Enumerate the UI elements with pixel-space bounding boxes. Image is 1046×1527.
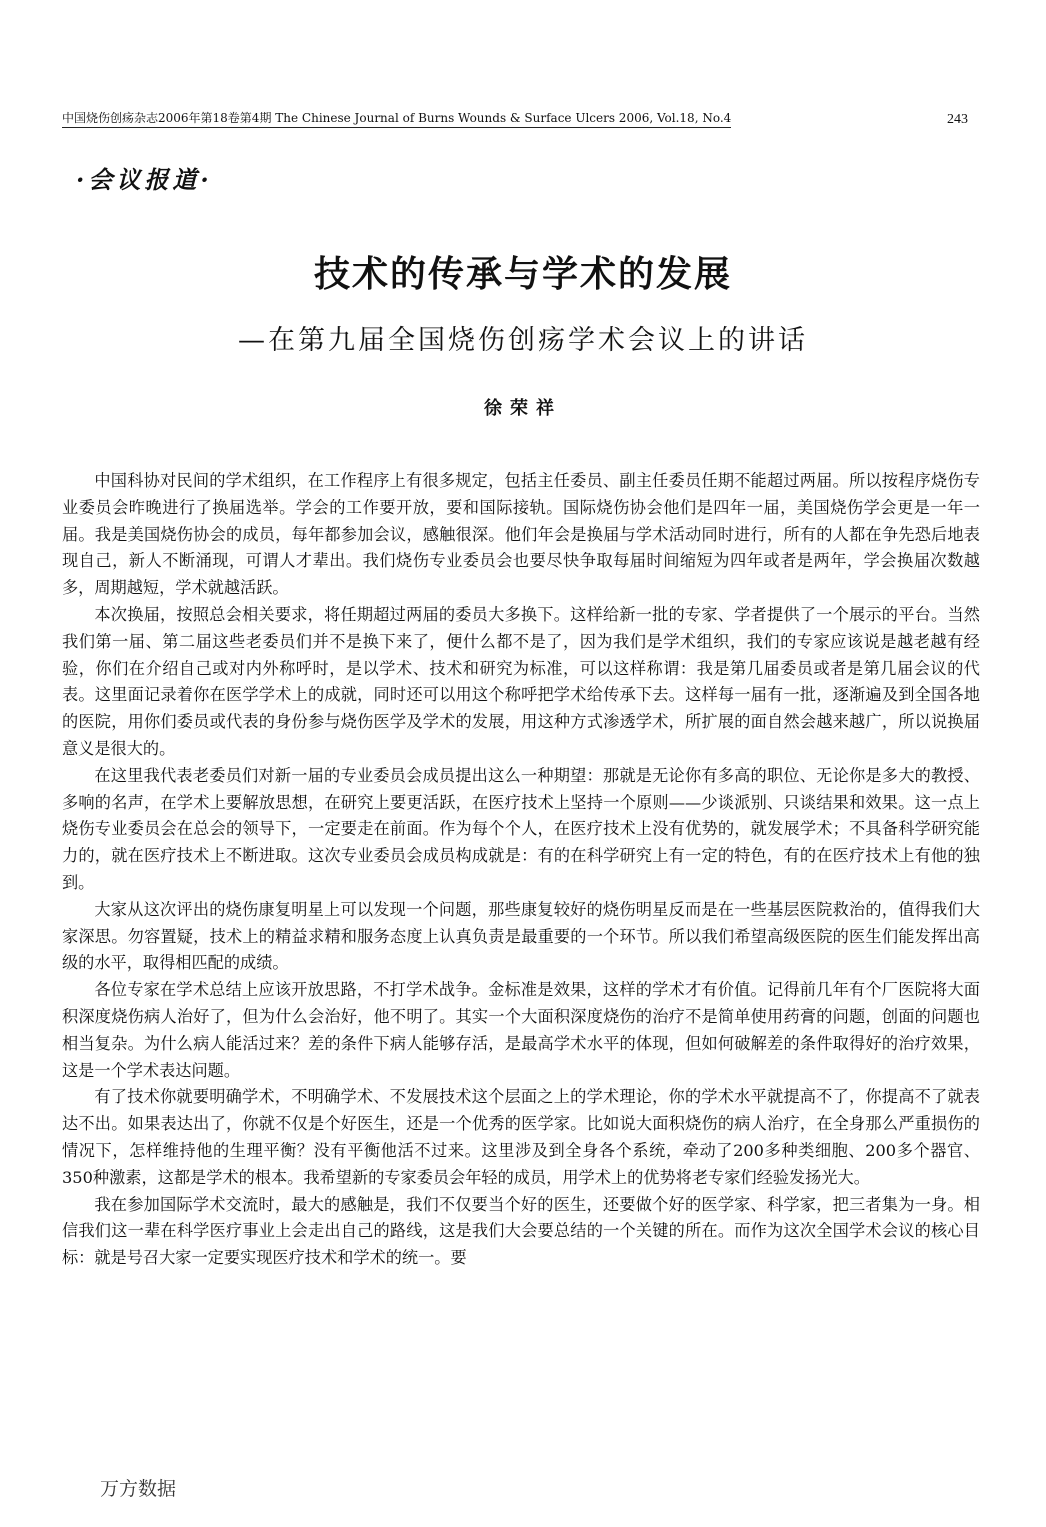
author-name: 徐荣祥	[484, 398, 562, 419]
article-subtitle: —在第九届全国烧伤创疡学术会议上的讲话	[238, 325, 808, 356]
paragraph: 我在参加国际学术交流时，最大的感触是，我们不仅要当个好的医生，还要做个好的医学家、科学家，把三者集为一身。相信我们这一辈在科学医疗事业上会走出自己的路线，这是我们大会要总结的一个关键的所在。而作为这次全国学术会议的核心目标：就是号召大家一定要实现医疗技术和学术的统一。要	[62, 1194, 980, 1268]
article-title: 技术的传承与学术的发展	[313, 254, 732, 295]
paragraph: 中国科协对民间的学术组织，在工作程序上有很多规定，包括主任委员、副主任委员任期不能超过两届。所以按程序烧伤专业委员会昨晚进行了换届选举。学会的工作要开放，要和国际接轨。国际烧伤协会他们是四年一届，美国烧伤学会更是一年一届。我是美国烧伤协会的成员，每年都参加会议，感触很深。他们年会是换届与学术活动同时进行，所有的人都在争先恐后地表现自己，新人不断涌现，可谓人才辈出。我们烧伤专业委员会也要尽快争取每届时间缩短为四年或者是两年，学会换届次数越多，周期越短，学术就越活跃。	[62, 471, 980, 598]
paragraph: 有了技术你就要明确学术，不明确学术、不发展技术这个层面之上的学术理论，你的学术水平就提高不了，你提高不了就表达不出。如果表达出了，你就不仅是个好医生，还是一个优秀的医学家。比如说大面积烧伤的病人治疗，在全身那么严重损伤的情况下，怎样维持他的生理平衡？没有平衡他活不过来。这里涉及到全身各个系统，牵动了200多种类细胞、200多个器官、350种激素，这都是学术的根本。我希望新的专家委员会年轻的成员，用学术上的优势将老专家们经验发扬光大。	[62, 1087, 980, 1187]
running-header	[62, 110, 968, 128]
paragraph: 各位专家在学术总结上应该开放思路，不打学术战争。金标准是效果，这样的学术才有价值。记得前几年有个厂医院将大面积深度烧伤病人治好了，但为什么会治好，他不明了。其实一个大面积深度烧伤的治疗不是简单使用药膏的问题，创面的问题也相当复杂。为什么病人能活过来？差的条件下病人能够存活，是最高学术水平的体现，但如何破解差的条件取得好的治疗效果，这是一个学术表达问题。	[62, 980, 980, 1080]
journal-running-title: 中国烧伤创疡杂志2006年第18卷第4期 The Chinese Journal of Burns Wounds & Surface Ulcers 2006, Vol.18, No.4	[62, 110, 731, 128]
paragraph: 大家从这次评出的烧伤康复明星上可以发现一个问题，那些康复较好的烧伤明星反而是在一些基层医院救治的，值得我们大家深思。勿容置疑，技术上的精益求精和服务态度上认真负责是最重要的一个环节。所以我们希望高级医院的医生们能发挥出高级的水平，取得相匹配的成绩。	[62, 899, 980, 973]
section-label: ·会议报道·	[76, 165, 213, 194]
article-body	[62, 468, 980, 1272]
page-number: 243	[947, 112, 968, 127]
paragraph: 在这里我代表老委员们对新一届的专业委员会成员提出这么一种期望：那就是无论你有多高的职位、无论你是多大的教授、多响的名声，在学术上要解放思想，在研究上要更活跃，在医疗技术上坚持一个原则——少谈派别、只谈结果和效果。这一点上烧伤专业委员会在总会的领导下，一定要走在前面。作为每个个人，在医疗技术上没有优势的，就发展学术；不具备科学研究能力的，就在医疗技术上不断进取。这次专业委员会成员构成就是：有的在科学研究上有一定的特色，有的在医疗技术上有他的独到。	[62, 765, 980, 892]
watermark-logo: 万方数据	[100, 1478, 177, 1500]
paragraph: 本次换届，按照总会相关要求，将任期超过两届的委员大多换下。这样给新一批的专家、学者提供了一个展示的平台。当然我们第一届、第二届这些老委员们并不是换下来了，便什么都不是了，因为我们是学术组织，我们的专家应该说是越老越有经验，你们在介绍自己或对内外称呼时，是以学术、技术和研究为标准，可以这样称谓：我是第几届委员或者是第几届会议的代表。这里面记录着你在医学学术上的成就，同时还可以用这个称呼把学术给传承下去。这样每一届有一批，逐渐遍及到全国各地的医院，用你们委员或代表的身份参与烧伤医学及学术的发展，用这种方式渗透学术，所扩展的面自然会越来越广，所以说换届意义是很大的。	[62, 604, 980, 758]
